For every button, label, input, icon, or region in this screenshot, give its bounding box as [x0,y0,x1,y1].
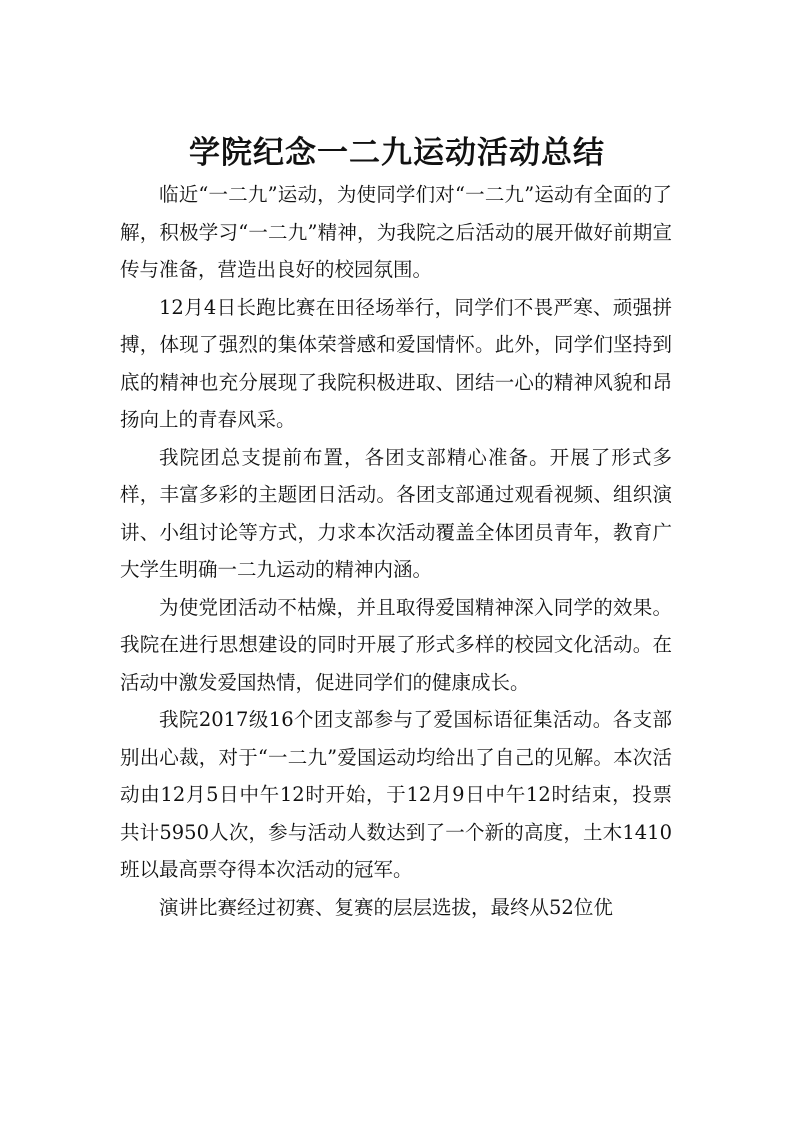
paragraph-speech-contest: 演讲比赛经过初赛、复赛的层层选拔，最终从52位优 [159,895,613,919]
paragraph-slogan-contest: 我院2017级16个团支部参与了爱国标语征集活动。各支部别出心裁，对于“一二九”爱国运动均给出了自己的见解。本次活动由12月5日中午12时开始，于12月9日中午12时结束，投票共计5950人次，参与活动人数达到了一个新的高度，土木1410班以最高票夺得本次活动的冠军。 [120,708,672,881]
paragraph-theme-day: 我院团总支提前布置，各团支部精心准备。开展了形式多样，丰富多彩的主题团日活动。各团支部通过观看视频、组织演讲、小组讨论等方式，力求本次活动覆盖全体团员青年，教育广大学生明确一二九运动的精神内涵。 [120,445,672,581]
paragraph-long-run: 12月4日长跑比赛在田径场举行，同学们不畏严寒、顽强拼搏，体现了强烈的集体荣誉感和爱国情怀。此外，同学们坚持到底的精神也充分展现了我院积极进取、团结一心的精神风貌和昂扬向上的青春风采。 [120,295,672,431]
document-body [120,176,672,926]
document-title: 学院纪念一二九运动活动总结 [189,134,605,171]
paragraph-intro: 临近“一二九”运动，为使同学们对“一二九”运动有全面的了解，积极学习“一二九”精神，为我院之后活动的展开做好前期宣传与准备，营造出良好的校园氛围。 [120,183,672,281]
paragraph-culture-activities: 为使党团活动不枯燥，并且取得爱国精神深入同学的效果。我院在进行思想建设的同时开展了形式多样的校园文化活动。在活动中激发爱国热情，促进同学们的健康成长。 [120,595,672,694]
